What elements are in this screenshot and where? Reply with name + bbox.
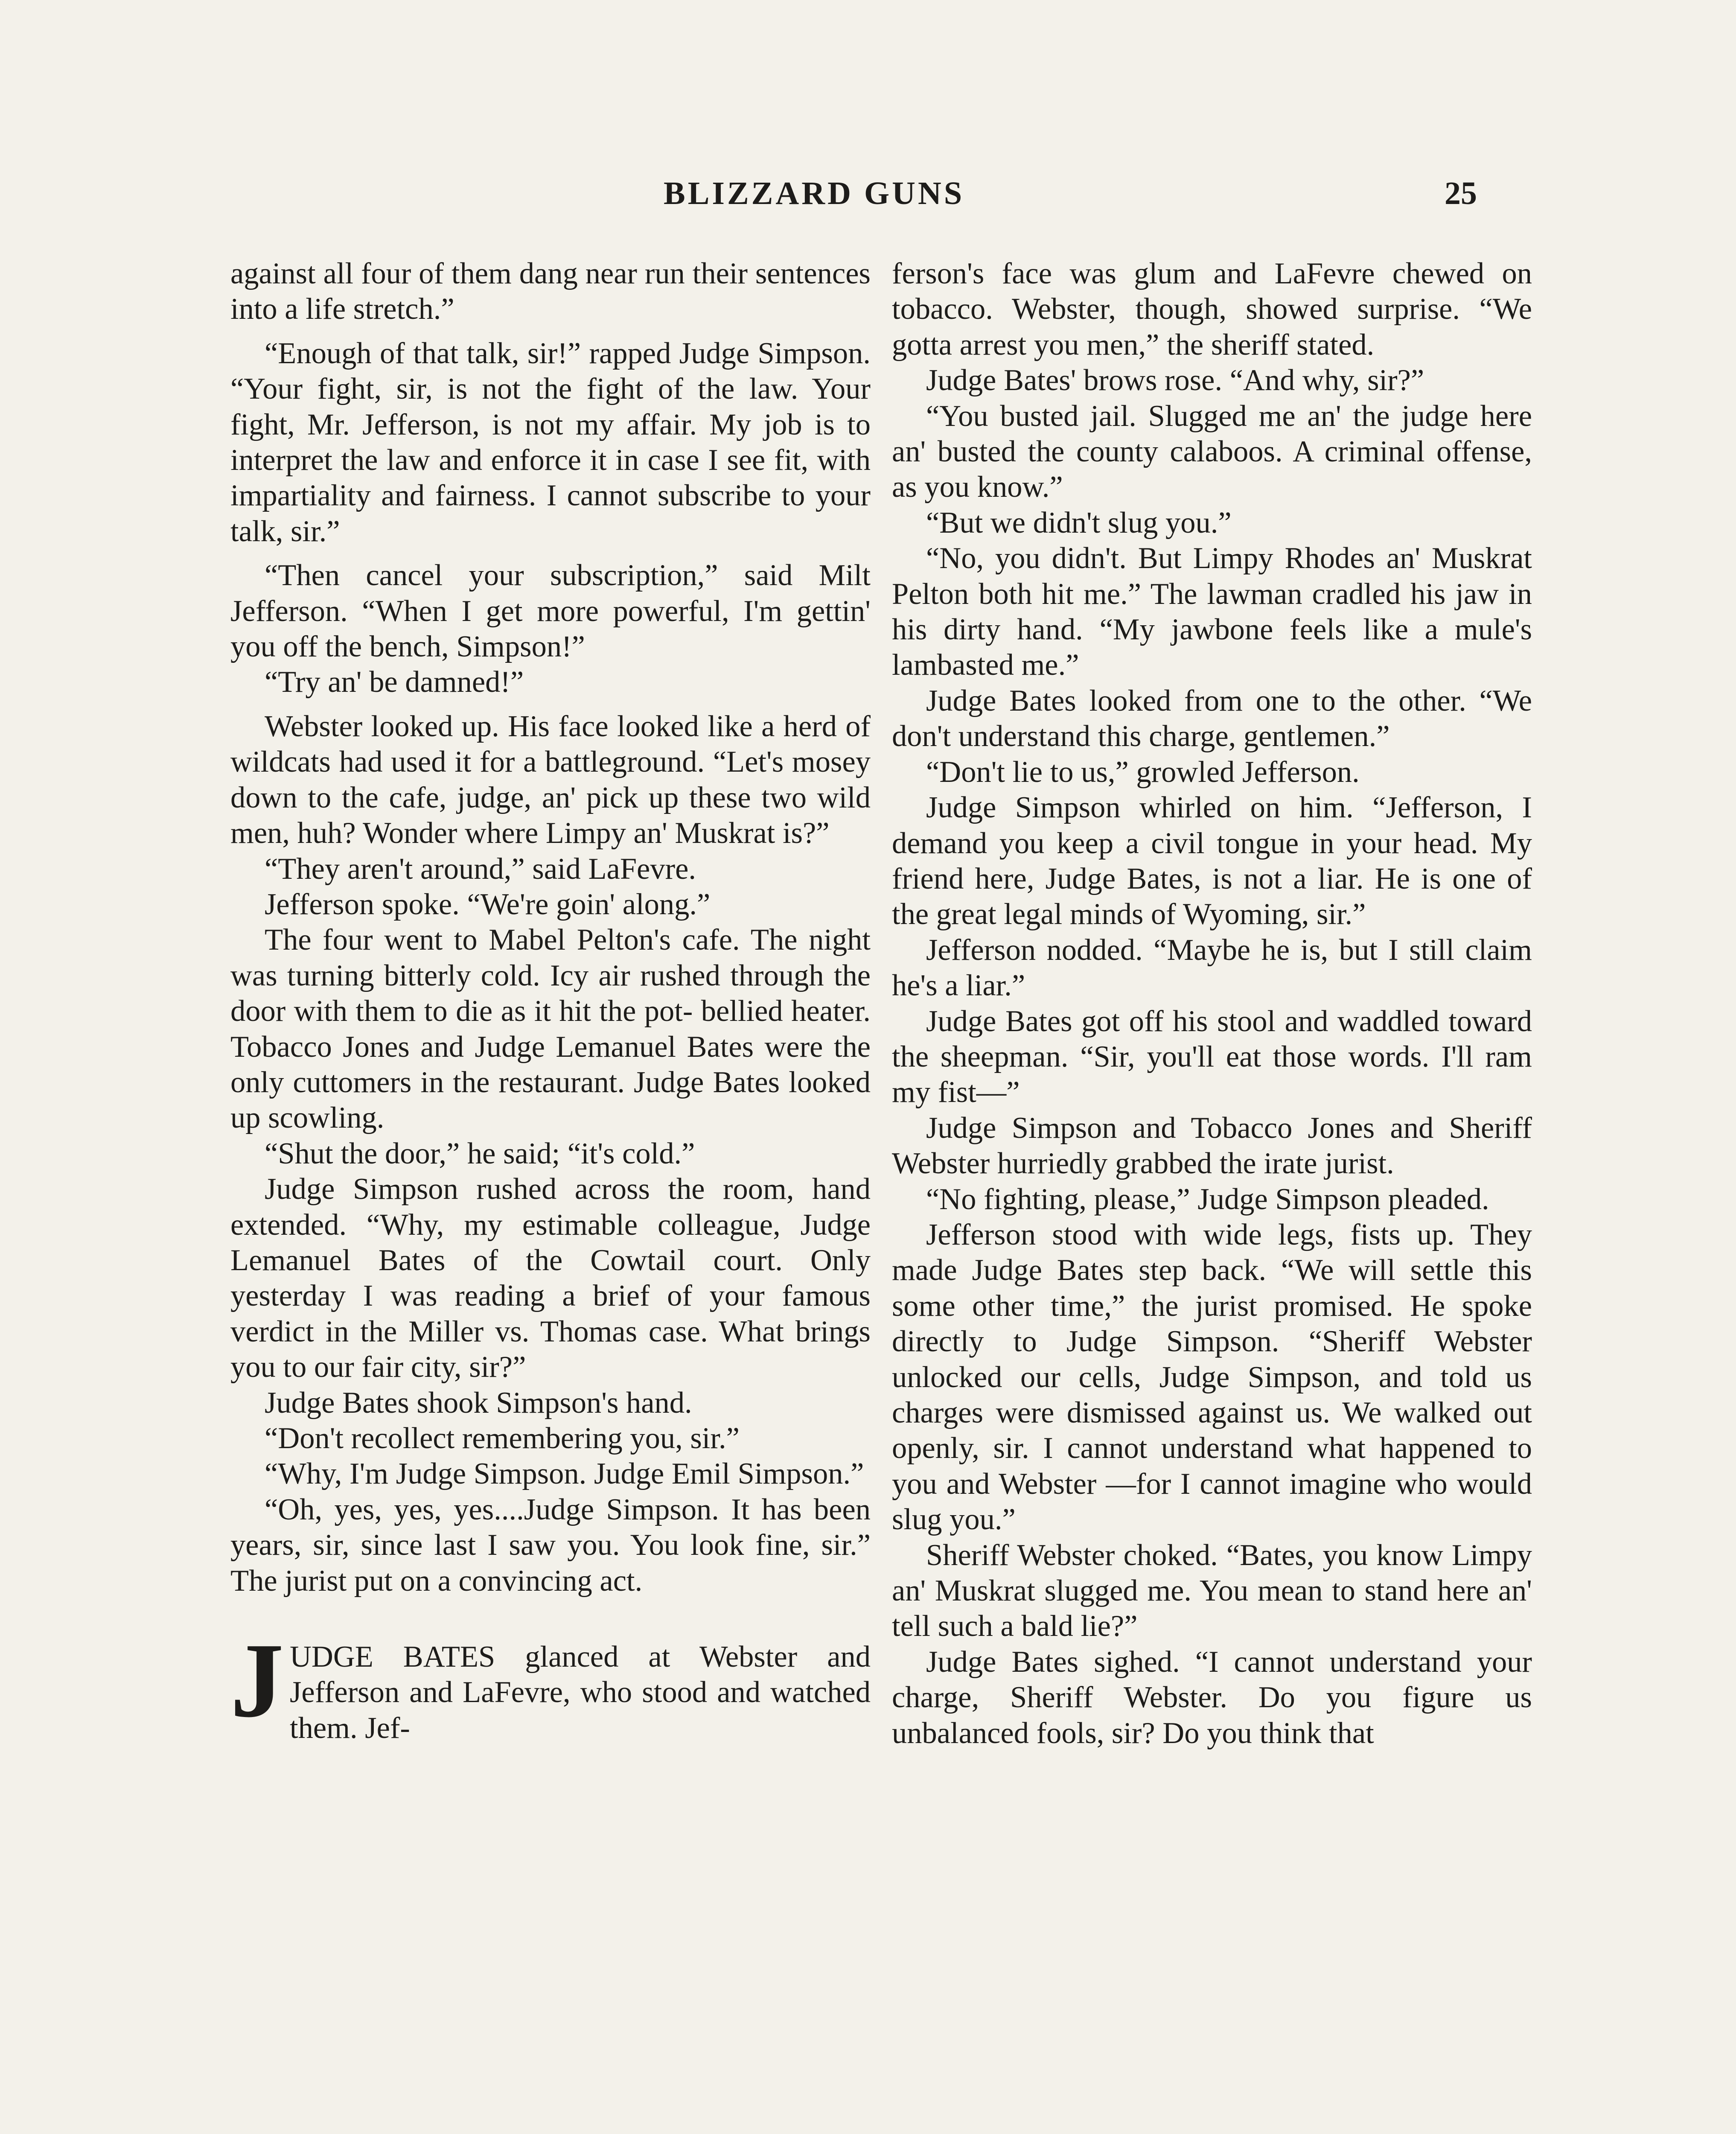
paragraph: “Don't recollect remembering you, sir.” bbox=[265, 1422, 740, 1455]
paragraph: Judge Bates looked from one to the other. “We don't understand this charge, gentlemen.” bbox=[892, 684, 1532, 753]
section-start-paragraph bbox=[230, 1621, 871, 1746]
paragraph: “But we didn't slug you.” bbox=[926, 506, 1232, 539]
paragraph: “They aren't around,” said LaFevre. bbox=[265, 852, 696, 886]
paragraph: “No fighting, please,” Judge Simpson pleaded. bbox=[926, 1182, 1489, 1216]
paragraph: Judge Bates' brows rose. “And why, sir?” bbox=[926, 364, 1424, 397]
paragraph: Judge Bates shook Simpson's hand. bbox=[265, 1386, 692, 1420]
section-text: glanced at Webster and Jefferson and LaFevre, who stood and watched them. Jef- bbox=[290, 1640, 871, 1745]
paragraph: ferson's face was glum and LaFevre chewed on tobacco. Webster, though, showed surprise. “We gotta arrest you men,” the sheriff stated. bbox=[892, 257, 1532, 361]
paragraph: Jefferson nodded. “Maybe he is, but I still claim he's a liar.” bbox=[892, 933, 1532, 1003]
drop-cap: J bbox=[230, 1621, 284, 1740]
paragraph: Judge Simpson rushed across the room, hand extended. “Why, my estimable colleague, Judge Lemanuel Bates of the Cowtail court. Only yesterday I was reading a brief of your famous verdict in the Miller vs. Thomas case. What brings you to our fair city, sir?” bbox=[230, 1172, 871, 1384]
paragraph: “Enough of that talk, sir!” rapped Judge Simpson. “Your fight, sir, is not the fight of the law. Your fight, Mr. Jefferson, is not my affair. My job is to interpret the law and enforce it in case I see fit, with impartiality and fairness. I cannot subscribe to your talk, sir.” bbox=[230, 336, 871, 548]
paragraph: Webster looked up. His face looked like a herd of wildcats had used it for a battleground. “Let's mosey down to the cafe, judge, an' pick up these two wild men, huh? Wonder where Limpy an' Muskrat is?” bbox=[230, 709, 871, 850]
paragraph: Judge Bates sighed. “I cannot understand your charge, Sheriff Webster. Do you figure us unbalanced fools, sir? Do you think that bbox=[892, 1645, 1532, 1750]
page-number: 25 bbox=[1445, 175, 1477, 211]
paragraph: Jefferson stood with wide legs, fists up. They made Judge Bates step back. “We will settle this some other time,” the jurist promised. He spoke directly to Judge Simpson. “Sheriff Webster unlocked our cells, Judge Simpson, and told us charges were dismissed against us. We walked out openly, sir. I cannot understand what happened to you and Webster —for I cannot imagine who would slug you.” bbox=[892, 1218, 1532, 1536]
paragraph: “No, you didn't. But Limpy Rhodes an' Muskrat Pelton both hit me.” The lawman cradled his jaw in his dirty hand. “My jawbone feels like a mule's lambasted me.” bbox=[892, 542, 1532, 682]
paragraph: Jefferson spoke. “We're goin' along.” bbox=[265, 887, 711, 921]
paragraph: “Shut the door,” he said; “it's cold.” bbox=[265, 1137, 695, 1170]
paragraph: Judge Bates got off his stool and waddled toward the sheepman. “Sir, you'll eat those words. I'll ram my fist—” bbox=[892, 1004, 1532, 1109]
paragraph: against all four of them dang near run their sentences into a life stretch.” bbox=[230, 257, 871, 326]
section-lead: UDGE BATES bbox=[290, 1640, 495, 1674]
paragraph: “Don't lie to us,” growled Jefferson. bbox=[926, 755, 1360, 789]
right-column bbox=[892, 256, 1532, 1751]
paragraph: Judge Simpson whirled on him. “Jefferson, I demand you keep a civil tongue in your head. My friend here, Judge Bates, is not a liar. He is one of the great legal minds of Wyoming, sir.” bbox=[892, 791, 1532, 931]
paragraph: “Oh, yes, yes, yes....Judge Simpson. It has been years, sir, since last I saw you. You look fine, sir.” The jurist put on a convincing act. bbox=[230, 1493, 871, 1598]
paragraph: Sheriff Webster choked. “Bates, you know Limpy an' Muskrat slugged me. You mean to stand here an' tell such a bald lie?” bbox=[892, 1538, 1532, 1643]
paragraph: Judge Simpson and Tobacco Jones and Sheriff Webster hurriedly grabbed the irate jurist. bbox=[892, 1111, 1532, 1181]
left-column bbox=[230, 256, 871, 1746]
page-header bbox=[0, 175, 1736, 213]
running-title: BLIZZARD GUNS bbox=[664, 175, 965, 211]
paragraph: “You busted jail. Slugged me an' the judge here an' busted the county calaboos. A criminal offense, as you know.” bbox=[892, 399, 1532, 504]
paragraph: “Why, I'm Judge Simpson. Judge Emil Simpson.” bbox=[265, 1457, 864, 1491]
paragraph: “Then cancel your subscription,” said Milt Jefferson. “When I get more powerful, I'm gettin' you off the bench, Simpson!” bbox=[230, 559, 871, 664]
paragraph: The four went to Mabel Pelton's cafe. The night was turning bitterly cold. Icy air rushed through the door with them to die as it hit the pot- bellied heater. Tobacco Jones and Judge Lemanuel Bates were the only cuttomers in the restaurant. Judge Bates looked up scowling. bbox=[230, 923, 871, 1135]
paragraph: “Try an' be damned!” bbox=[265, 665, 524, 699]
